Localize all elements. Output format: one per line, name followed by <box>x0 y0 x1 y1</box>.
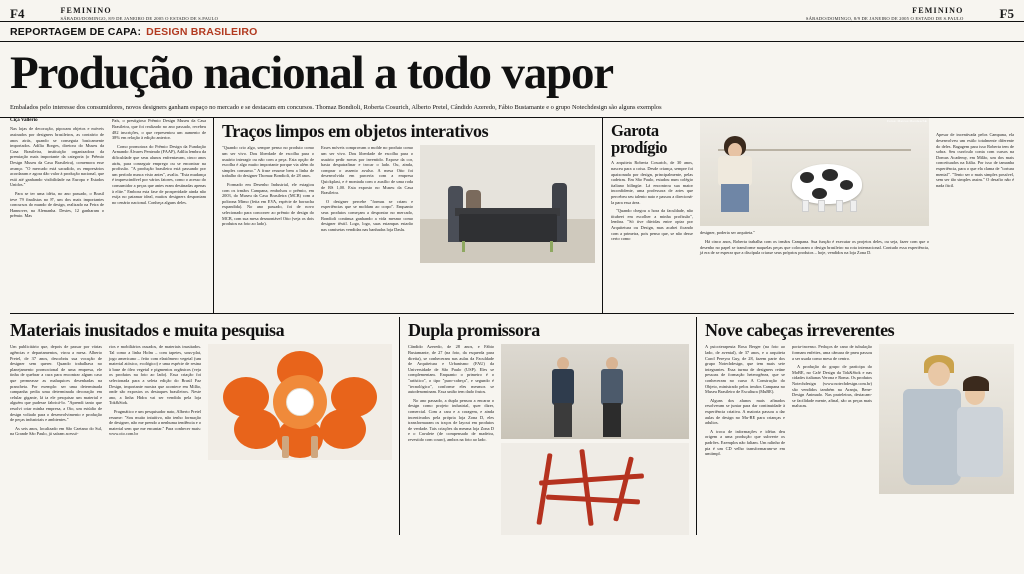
nove-paragraph: A psicoterapeuta Rosa Berger (na foto ao lado, de avental), de 37 anos, e a arquiteta Carol Pereyra Guy, de 28, fazem parte dos grupo Notechdesign, que tem mais sete integrantes. Essa turma de designers reúne pessoas de formação heterogênea, que se conheceram no curso A Construção do Objeto, ministrado pelos irmãos Campana no Museu Brasileiro de Escultura (MuBE). <box>705 344 785 395</box>
section-label-left: FEMININO <box>60 6 112 15</box>
article-garota-title: Garota prodígio <box>611 121 668 158</box>
garota-paragraph: Apesar de incentivada pelos Campana, ela desenvolveu um estilo totalmente diferente do deles. Bagagem para isso Roberta tem de sobra. Seu currículo conta com cursos na Domus Academy, em Milão, um dos mais conceituados na Itália. Por isso de tamanha experiência, para o que ela clama de "tortura mental". "Tento ser o mais simples possível, sem ser tão simples assim." O desafio não é nada fácil. <box>936 132 1014 188</box>
photo-roberta-cosurich <box>700 118 929 226</box>
materiais-paragraph: Pragmático e um pesquisador nato, Alberto Pretel resume: "Sou muito intuitivo, não tenho formação de designer, não me prendo a nenhuma tendência e o material sem que me encantar." Para conhecer mais: www.oio.com.br <box>109 408 201 437</box>
article-nove-title: Nove cabeças irreverentes <box>705 320 895 341</box>
article-tracos-limpos <box>213 118 595 313</box>
photo-sofa-mimo-otto <box>420 145 595 263</box>
tracos-paragraph: O designer percebe "formas se criam e experiências que se moldam ao corpo". Enquanto seus produtos começam a despontar no mercado, Bondioli continua ganhando a vida mesmo como designer têxtil. Logo, logo, suas estampas estarão nas camisetas vendidas nas banhadas loja Daslu. <box>321 198 413 232</box>
folio-left: F4 <box>10 6 25 21</box>
upper-grid <box>0 118 1024 313</box>
section-bar <box>0 22 1024 42</box>
photo-credit: Fotos: Marcos Mendes/AE <box>887 119 927 124</box>
article-materiais <box>10 317 392 535</box>
section-kicker-secondary: DESIGN BRASILEIRO <box>146 26 258 38</box>
issue-date-right: SÁBADO/DOMINGO, 8/9 DE JANEIRO DE 2005 O ESTADO DE S.PAULO <box>805 16 964 21</box>
masthead <box>0 0 1024 22</box>
section-label-right: FEMININO <box>912 6 964 15</box>
garota-paragraph: A arquiteta Roberta Cosurich, de 30 anos, nasceu para a coisa. Desde criança, sempre foi apaixonada por design, principalmente, pelas cadeiras. Em São Paulo, estudou num colégio italiano bilíngüe. Lá encontrou sua maior inconfidente, uma professora de artes que percebeu seu talento nato e passou a direcioná-la para essa área. <box>611 160 693 205</box>
lead-paragraph: Como promotora do Prêmio Design da Fundação Armando Álvares Penteado (FAAP), Adília lembra da dificuldade que seus alunos enfrentavam, cinco anos atrás, para conseguir emprego ou se encontrar na profissão. "A produção brasileira está passando por um período nunca visto antes", avalia. "Esta mudança é imprescindível por vários fatores, como o acesso do consumidor a peças que antes eram destinadas apenas à elite." Embora esta fase de prosperidade ainda não exija no patamar ideal, muitos designers despontam no cenário nacional. Conheça alguns deles. <box>112 143 206 205</box>
article-dupla-title: Dupla promissora <box>408 320 540 341</box>
nove-paragraph: A troca de informações e idéias deu origem a uma produção que subverte os padrões. Exemplos não faltam. Um ralinho de pia é um CD velho transformaram-se em umiimpl. <box>705 428 785 457</box>
dupla-paragraph: Cândido Azeredo, de 28 anos, e Fábio Bustamante, de 27 (na foto, da esquerda para direita), se conheceram nas aulas da Faculdade de Arquitetura e Urbanismo (FAU) da Universidade de São Paulo (USP). Eles se complementam. Enquanto o primeiro é o "artístico", o tipo "puro-cabeça", e segundo é "tecnológico", conforme eles mesmos se autodenominam. Essa união tem dado frutos. <box>408 344 494 395</box>
materiais-paragraph: Um publicitário que, depois de passar por várias agências e departamentos, virou a mesa. Alberto Pretel, de 37 anos, descobriu sua vocação de designer sem querer. Quando trabalhava no planejamento promocional de uma empresa, ele tinha de quebrar a cura para encontrar algum caso que permeasse as maluquices desenhadas na prancheta. Por exemplo: ser uma determinada campanha pedia uma determinada decoração em celular gigante, lá ia ele pesquisar um material e alguém que pudesse fabricá-lo. "Aprendi tanto que resolvi criar minha empresa, a Oio, um estúdio de design voltado para o desenvolvimento e produção de peças industriais e ambientes." <box>10 344 102 423</box>
article-garota-prodigio <box>602 118 1014 313</box>
standfirst: Embalados pelo interesse dos consumidores, novos designers ganham espaço no mercado e se destacam em concursos. Thomaz Bondioli, Roberta Cosurich, Alberto Pretel, Cândido Azeredo, Fábio Bustamante e o grupo Notechdesign são alguns exemplos <box>0 98 1024 118</box>
photo-notechdesign <box>879 344 1014 494</box>
lead-paragraph: País, o prestigioso Prêmio Design Museu da Casa Brasileira, que foi realizado no ano passado, recebeu 482 inscrições, o que representou um aumento de 38% em relação à edição anterior. <box>112 118 206 141</box>
tracos-paragraph: Formado em Desenho Industrial, ele estagiou com os irmãos Campana, embolsou o prêmio, em 2003, do Museu da Casa Brasileira (MCB) com a poltrona Mimo (feita em EVA, espécie de borracha expandida). No ano passado, foi de novo selecionado para concorrer ao prêmio de design do MCB, com sua mesa desmontável Otto (veja os dois produtos na foto ao lado). <box>222 181 314 227</box>
lower-grid <box>0 317 1024 535</box>
nove-paragraph: porta-incenso. Pedaços de cano de tubulação formam enfeites, uma câmara de pneu passou a ser usada como mesa de centro. <box>792 344 872 361</box>
dupla-paragraph: No ano passado, a dupla pensou a encarar o design como projeto industrial, quer dizer, comercial. Com a cara e a coragem, e ainda incentivados pela própria loja Zona D, eles transformaram os traços de layout em produtos de verdade. Tais criações da mesma loja Zona D e o Cavalete (de compensado de madeira, revestido com couro), ambos na foto ao lado. <box>408 397 494 442</box>
garota-paragraph: Há cinco anos, Roberta trabalha com os irmãos Campana. Sua função é executar os projetos deles, ou seja, fazer com que o desenho no papel se transforme naquelas peças que colocaram o design brasileiro na rota internacional. Contudo essa experiência, já era de se esperar que a discípula criasse seus próprios produtos – hoje, vendidos na loja Zona D. <box>700 239 929 256</box>
article-dupla-promissora <box>399 317 689 535</box>
photo-linha-holm <box>208 344 392 460</box>
issue-date-left: SÁBADO/DOMINGO, 8/9 DE JANEIRO DE 2005 O ESTADO DE S.PAULO <box>60 16 219 21</box>
tracos-paragraph: Esses móveis comprovam o molde no produto como um ser vivo. Dou liberdade de escolha para o usuário pedir novas por inventido. Expose da cor, basta despatrafinar e trocar o lado. Ou, ainda, comprar o assento avulso. A mesa Otto foi desenvolvida em parceria com a empresa Quickplast, e é montada com o auxílio de uma roda de RS 1,00. Esta exposto no Museu da Casa Brasileira. <box>321 145 413 196</box>
lead-paragraph: Nas lojas de decoração, pipocam objetos e móveis assinados por designers brasileiros, as contrário de anos atrás, quando se conseguia basicamente importados. Adília Borges, diretora do Museu da Casa Brasileira, instituição organizadora da premiação mais importante da categoria (o Prêmio Design Museu da Casa Brasileira), comemora esse avanço. "O mercado está sacudido, os empresários acordaram e agora dão valor à produção nacional, que está até ganhando visibilidade na Europa e Estados Unidos." <box>10 126 104 188</box>
folio-right: F5 <box>999 6 1014 21</box>
nove-paragraph: A produção do grupo de participa do MoBE, no Café Design da Tok&Stok e nas cidades italianas Verona e Roma. Os produtos Notechdesign (www.notechdesign.com.br) são vendidos também na Aranju, Bene-Design Animado. Nas prateleiras, destacam-se facilidade mente, afinal, são as peças mais malucas. <box>792 364 872 409</box>
garota-paragraph: designer, poderia ser arquiteta." <box>700 230 756 236</box>
lead-article <box>10 118 206 313</box>
article-tracos-title: Traços limpos em objetos interativos <box>222 121 489 142</box>
photo-candido-fabio <box>501 344 689 439</box>
article-nove-cabecas <box>696 317 1014 535</box>
lead-byline: Ciça Vallério <box>10 118 38 124</box>
section-kicker: REPORTAGEM DE CAPA: <box>10 26 142 38</box>
lead-paragraph: Para se ter uma idéia, no ano passado, o Brasil teve 79 finalistas no 8º, um dos mais importantes concursos do mundo de design, realizado na Feira de Hannover, na Alemanha. Destes, 12 ganharam o prêmio. Mas <box>10 190 104 219</box>
nove-paragraph: Alguns dos alunos mais afinados resolveram se juntar para dar continuidade à experiência criativa. A maioria passou a dar aulas de design no Mu-BE para crianças e adultos. <box>705 397 785 426</box>
materiais-paragraph: rios e mobiliários ousados, de materiais inusitados. Tal como a linha Holm – com tapetes, sous-plat, jogo americano – feito com elastômero vegetal (um material atóxico, ecológico) e uma espécie de resina à base de óleo vegetal e pigmentos orgânicos (veja os produtos na foto ao lado). Essa criação foi selecionada para a seleta edição do Brasil Faz Design, importante mostra que acontece em Milão, onde são expostos os destaques brasileiros. Neste ano, a linha Hidra vai ser vendida pela loja Tok&Stok. <box>109 344 201 406</box>
article-materiais-title: Materiais inusitados e muita pesquisa <box>10 320 285 341</box>
photo-cadeira-vermelha <box>501 443 689 535</box>
page-headline: Produção nacional a todo vapor <box>10 47 613 99</box>
materiais-paragraph: As seis anos, localizado em São Caetano do Sul, na Grande São Paulo, já saíram acessó- <box>10 425 102 437</box>
tracos-paragraph: "Quando crio algo, sempre penso no produto como um ser vivo. Dou liberdade de escolha para o usuário interagir ou não com a peça. Esta opção de escolha é algo muito importante porque via além do simples consumo." A frase resume bem a linha de trabalho do designer Thomaz Bondioli, de 28 anos. <box>222 145 314 179</box>
garota-paragraph: "Quando chegou a hora da faculdade, não titubeei em escolher a minha profissão", lembra. "Só tive dúvidas entre optar por Arquitetura ou Design, mas acabei ficando com a primeira, pois penso que, se não desse certo como <box>611 208 693 242</box>
